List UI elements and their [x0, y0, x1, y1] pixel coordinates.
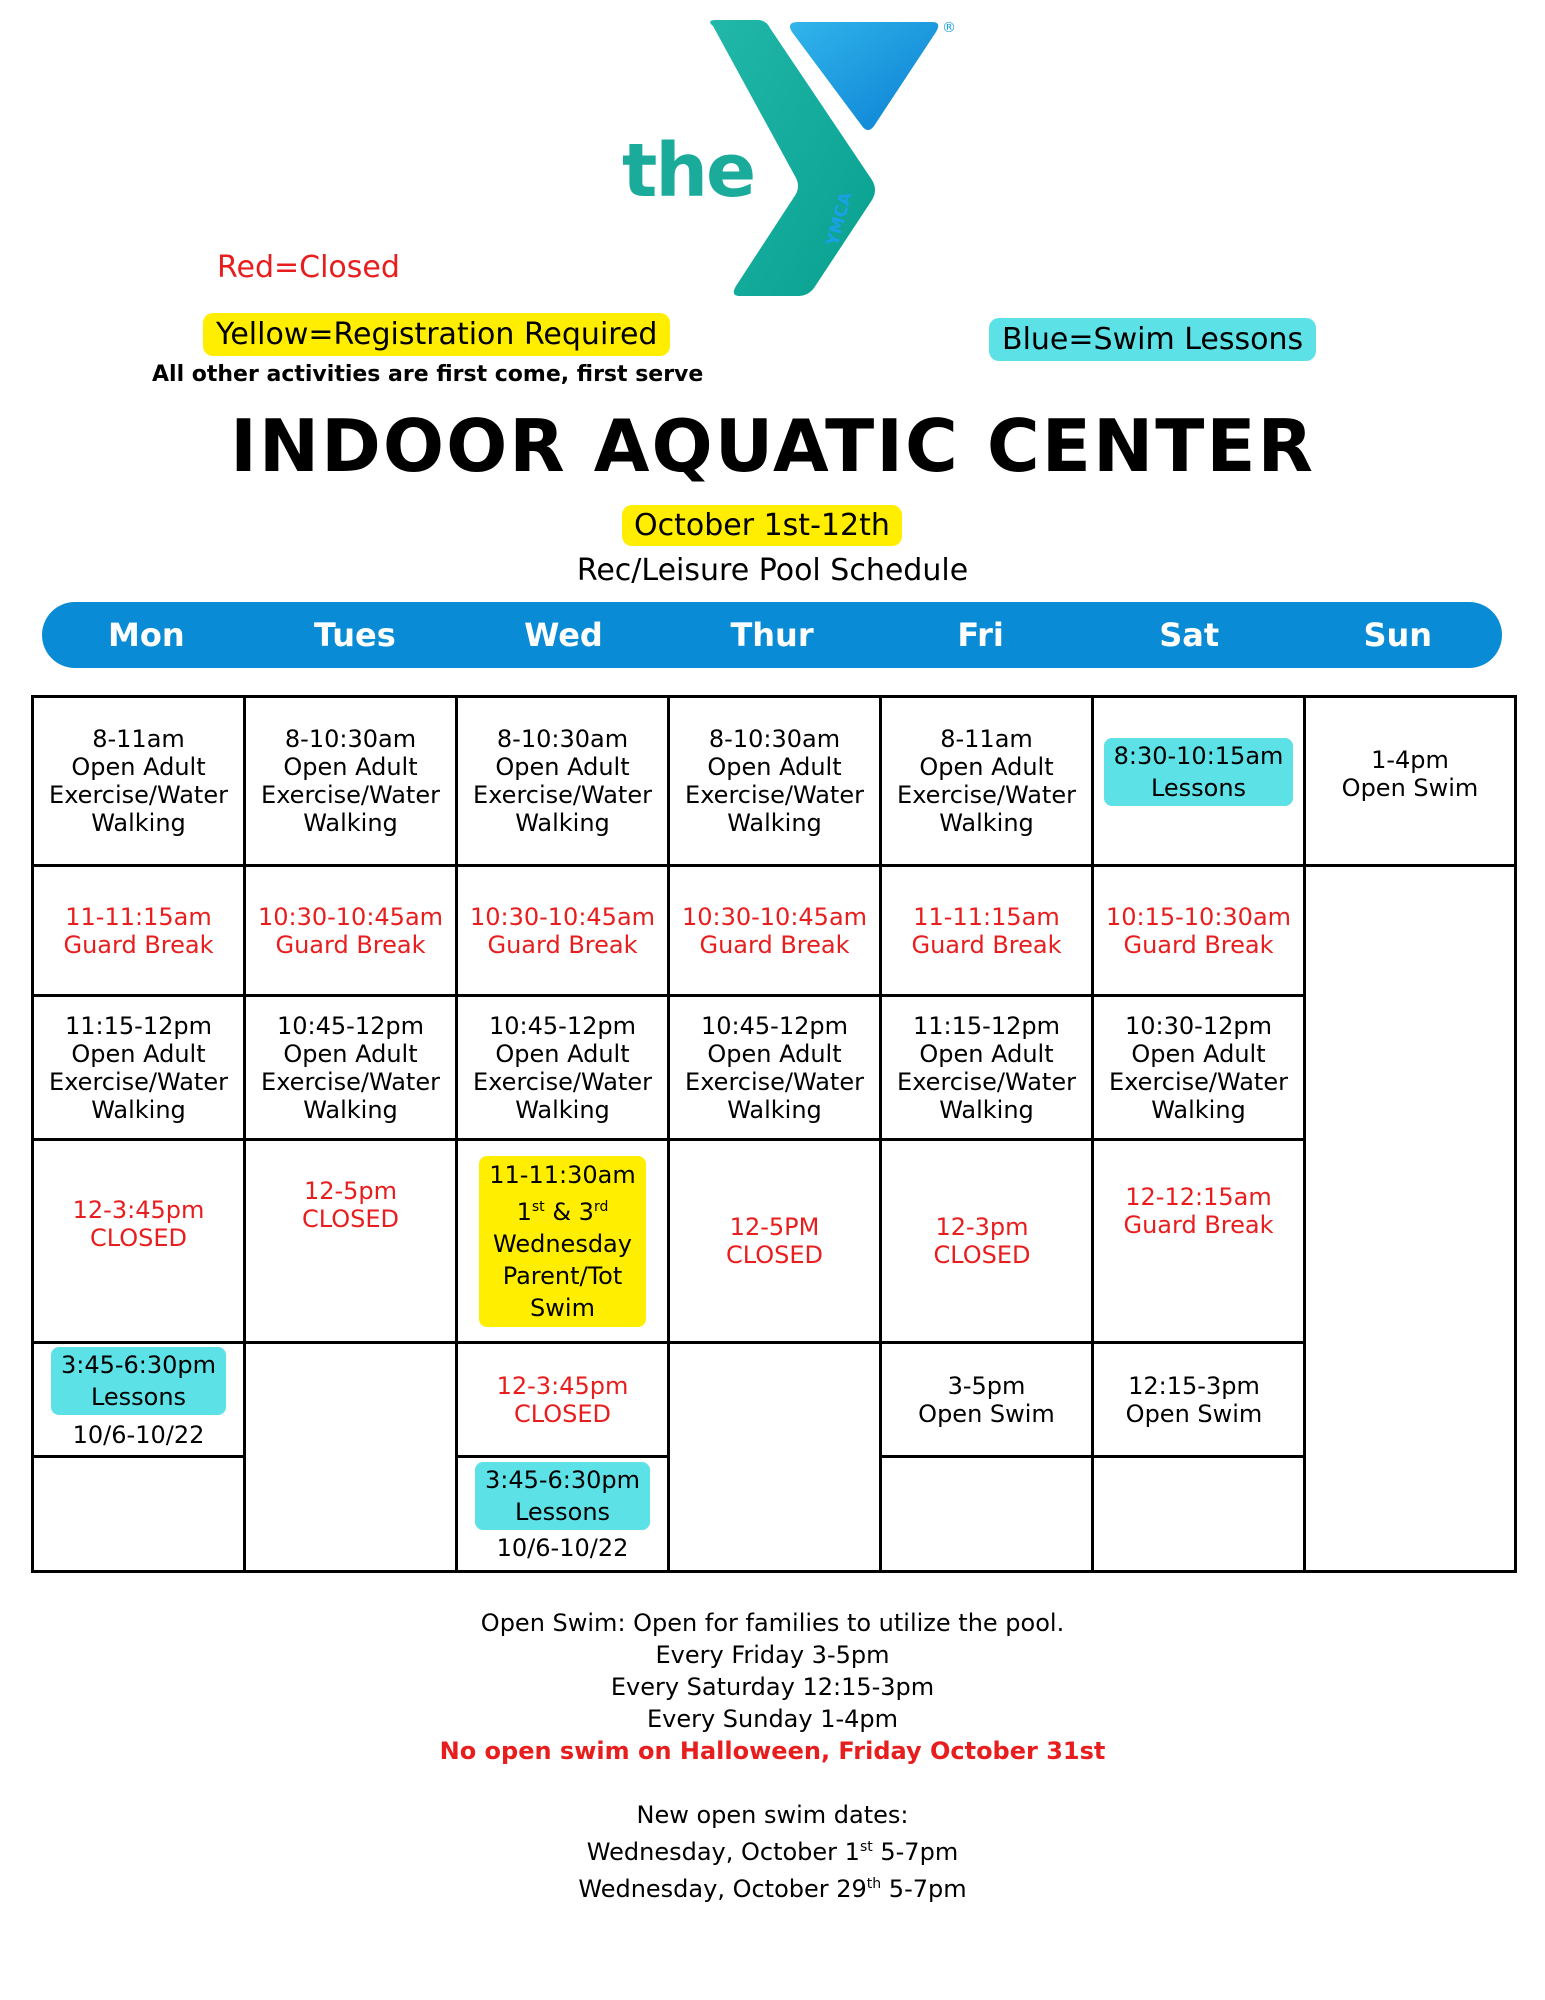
date-text: Wednesday, October 1 — [586, 1838, 860, 1866]
slot-label: Open Adult — [919, 753, 1054, 781]
slot-label: Walking — [515, 809, 610, 837]
parent-tot-swim-tag — [479, 1156, 645, 1327]
footer-new-date-2 — [0, 1868, 1545, 1905]
mon-slot-1 — [34, 698, 243, 864]
grid-line — [879, 1455, 1306, 1458]
slot-label: CLOSED — [89, 1224, 188, 1252]
grid-line — [455, 1455, 670, 1458]
slot-label: Exercise/Water — [685, 781, 864, 809]
fri-slot-2 — [882, 867, 1091, 994]
footer-open-swim-description: Open Swim: Open for families to utilize the pool. — [480, 1609, 1065, 1637]
slot-label: CLOSED — [301, 1205, 400, 1233]
lessons-tag — [1104, 738, 1294, 806]
day-thu: Thur — [730, 616, 814, 654]
footer-spacer — [0, 1767, 1545, 1799]
mon-slot-4 — [34, 1141, 243, 1307]
slot-label: Wednesday — [493, 1229, 632, 1258]
slot-label: Guard Break — [911, 930, 1062, 959]
fri-slot-5 — [882, 1344, 1091, 1455]
slot-label: Walking — [939, 809, 1034, 837]
slot-label: Open Adult — [707, 753, 842, 781]
sat-slot-2 — [1094, 867, 1303, 994]
slot-label: Guard Break — [275, 930, 426, 959]
slot-label: Lessons — [1150, 774, 1247, 802]
date-time: 5-7pm — [872, 1838, 959, 1866]
ordinal-suffix: th — [866, 1876, 882, 1892]
date-range: October 1st-12th — [622, 505, 902, 546]
mon-slot-2 — [34, 867, 243, 994]
slot-label: Lessons — [514, 1498, 611, 1526]
slot-label: Exercise/Water — [473, 1067, 652, 1096]
tue-slot-3 — [246, 997, 455, 1138]
slot-time: 12:15-3pm — [1128, 1371, 1260, 1400]
slot-time: 10:30-12pm — [1125, 1011, 1272, 1040]
slot-label: CLOSED — [933, 1241, 1031, 1269]
wed-slot-6 — [458, 1462, 667, 1570]
slot-label: Guard Break — [1123, 1211, 1274, 1239]
slot-label: Open Swim — [1125, 1399, 1263, 1428]
slot-label: Walking — [727, 1095, 822, 1124]
slot-time: 11:15-12pm — [65, 1011, 212, 1040]
slot-dates: 10/6-10/22 — [72, 1421, 205, 1449]
day-fri: Fri — [957, 616, 1004, 654]
slot-label: Open Adult — [495, 1039, 630, 1068]
grid-line — [31, 1570, 1517, 1573]
grid-line — [1514, 695, 1517, 1573]
slot-time: 10:15-10:30am — [1105, 902, 1292, 931]
slot-label: Exercise/Water — [897, 781, 1076, 809]
grid-line — [31, 1455, 246, 1458]
logo-ymca-text: YMCA — [823, 189, 857, 249]
slot-time: 3:45-6:30pm — [484, 1466, 641, 1494]
footer-new-date-1 — [0, 1831, 1545, 1868]
slot-label: Open Adult — [71, 753, 206, 781]
mon-slot-3 — [34, 997, 243, 1138]
slot-time: 3-5pm — [947, 1371, 1026, 1400]
slot-time: 10:30-10:45am — [469, 902, 656, 931]
fri-slot-4 — [882, 1141, 1082, 1341]
slot-label: Walking — [303, 809, 398, 837]
legend-registration: Yellow=Registration Required — [203, 313, 670, 356]
legend-closed: Red=Closed — [217, 250, 400, 285]
date-text: Wednesday, October 29 — [578, 1875, 867, 1903]
slot-time: 11:15-12pm — [913, 1011, 1060, 1040]
slot-label: Guard Break — [63, 930, 214, 959]
ampersand: & — [544, 1197, 579, 1226]
ordinal-suffix: rd — [593, 1198, 609, 1215]
slot-label: Open Adult — [71, 1039, 206, 1068]
sat-slot-1 — [1094, 698, 1303, 864]
slot-label: Walking — [727, 809, 822, 837]
slot-label: Open Adult — [919, 1039, 1054, 1068]
slot-time: 8-11am — [92, 725, 185, 753]
slot-time: 8-11am — [940, 725, 1033, 753]
slot-label: Guard Break — [487, 930, 638, 959]
slot-time: 10:30-10:45am — [257, 902, 444, 931]
thu-slot-2 — [670, 867, 879, 994]
wed-slot-1 — [458, 698, 667, 864]
slot-label: CLOSED — [725, 1241, 824, 1269]
thu-slot-3 — [670, 997, 879, 1138]
week-number: 3 — [578, 1197, 594, 1226]
footer-saturday: Every Saturday 12:15-3pm — [610, 1673, 935, 1701]
wed-slot-2 — [458, 867, 667, 994]
footer-new-dates-label: New open swim dates: — [636, 1801, 909, 1829]
footer-friday: Every Friday 3-5pm — [655, 1641, 890, 1669]
slot-label: Exercise/Water — [49, 781, 228, 809]
date-time: 5-7pm — [881, 1875, 967, 1903]
footer-halloween-warning: No open swim on Halloween, Friday October 31st — [439, 1737, 1106, 1765]
slot-label: Guard Break — [1123, 930, 1274, 959]
slot-label: Parent/Tot — [502, 1261, 623, 1290]
slot-time: 8-10:30am — [708, 725, 841, 753]
slot-label: Open Adult — [283, 753, 418, 781]
sun-slot-1 — [1306, 698, 1514, 864]
fri-slot-3 — [882, 997, 1091, 1138]
slot-label: Exercise/Water — [685, 1067, 864, 1096]
tue-slot-2 — [246, 867, 455, 994]
slot-time: 11-11:30am — [489, 1160, 636, 1189]
logo-wordmark: the — [622, 128, 755, 214]
slot-label: Walking — [303, 1095, 398, 1124]
slot-time: 12-5pm — [303, 1177, 398, 1205]
day-tue: Tues — [313, 616, 396, 654]
sat-slot-5 — [1094, 1344, 1294, 1455]
registered-mark: ® — [942, 20, 956, 36]
footer-sunday: Every Sunday 1-4pm — [646, 1705, 899, 1733]
ymca-logo — [610, 18, 980, 298]
day-wed: Wed — [524, 616, 603, 654]
wed-slot-3 — [458, 997, 667, 1138]
slot-label: Walking — [1151, 1095, 1246, 1124]
slot-time: 8:30-10:15am — [1113, 742, 1284, 770]
week-number: 1 — [516, 1197, 532, 1226]
page-title: INDOOR AQUATIC CENTER — [230, 404, 1315, 488]
slot-label: CLOSED — [513, 1399, 612, 1428]
slot-label: Walking — [91, 1095, 186, 1124]
slot-label: Walking — [91, 809, 186, 837]
footer-notes — [0, 1607, 1545, 1905]
mon-slot-5 — [34, 1347, 243, 1455]
legend-swim-lessons: Blue=Swim Lessons — [989, 318, 1316, 361]
fri-slot-1 — [882, 698, 1091, 864]
slot-time: 1-4pm — [1371, 746, 1449, 774]
thu-slot-1 — [670, 698, 879, 864]
slot-label: Open Adult — [707, 1039, 842, 1068]
lessons-tag — [475, 1462, 650, 1530]
slot-label: Guard Break — [699, 930, 850, 959]
slot-time: 12-3:45pm — [72, 1196, 205, 1224]
slot-label: Exercise/Water — [897, 1067, 1076, 1096]
ordinal-suffix: st — [859, 1839, 873, 1855]
sat-slot-3 — [1094, 997, 1303, 1138]
slot-time: 8-10:30am — [496, 725, 629, 753]
slot-time: 8-10:30am — [284, 725, 417, 753]
slot-label: Open Adult — [495, 753, 630, 781]
slot-label: Walking — [939, 1095, 1034, 1124]
slot-label: Walking — [515, 1095, 610, 1124]
slot-label: Lessons — [90, 1383, 187, 1411]
slot-label: Swim — [530, 1293, 595, 1322]
slot-label: Exercise/Water — [1109, 1067, 1288, 1096]
ordinal-suffix: st — [531, 1198, 545, 1215]
tue-slot-1 — [246, 698, 455, 864]
slot-label: Exercise/Water — [49, 1067, 228, 1096]
day-sat: Sat — [1159, 616, 1220, 654]
thu-slot-4 — [670, 1141, 879, 1341]
slot-time: 10:45-12pm — [277, 1011, 424, 1040]
slot-time: 10:30-10:45am — [681, 902, 868, 931]
slot-time: 10:45-12pm — [489, 1011, 636, 1040]
day-mon: Mon — [107, 616, 185, 654]
slot-time: 11-11:15am — [65, 902, 212, 931]
slot-time: 12-12:15am — [1125, 1183, 1272, 1211]
lessons-tag — [51, 1347, 226, 1415]
slot-time: 12-3pm — [935, 1213, 1029, 1241]
slot-label: Exercise/Water — [261, 1067, 440, 1096]
day-header-bar — [42, 602, 1502, 668]
slot-dates: 10/6-10/22 — [496, 1534, 629, 1562]
slot-time: 11-11:15am — [913, 902, 1060, 931]
slot-label: Open Swim — [918, 1399, 1055, 1428]
day-sun: Sun — [1363, 616, 1433, 654]
slot-time: 3:45-6:30pm — [60, 1351, 217, 1379]
slot-label: Exercise/Water — [473, 781, 652, 809]
slot-label: Open Adult — [283, 1039, 418, 1068]
legend-note: All other activities are first come, first serve — [152, 362, 704, 387]
slot-time: 10:45-12pm — [701, 1011, 848, 1040]
slot-time: 12-5PM — [729, 1213, 820, 1241]
slot-label — [489, 1191, 635, 1228]
tue-slot-4 — [246, 1141, 455, 1269]
wed-slot-5 — [458, 1344, 667, 1455]
slot-label: Open Adult — [1131, 1039, 1266, 1068]
schedule-subtitle: Rec/Leisure Pool Schedule — [576, 553, 969, 588]
slot-label: Exercise/Water — [261, 781, 440, 809]
sat-slot-4 — [1094, 1141, 1303, 1281]
slot-label: Open Swim — [1341, 774, 1479, 802]
slot-time: 12-3:45pm — [496, 1371, 629, 1400]
wed-slot-4 — [458, 1141, 667, 1341]
